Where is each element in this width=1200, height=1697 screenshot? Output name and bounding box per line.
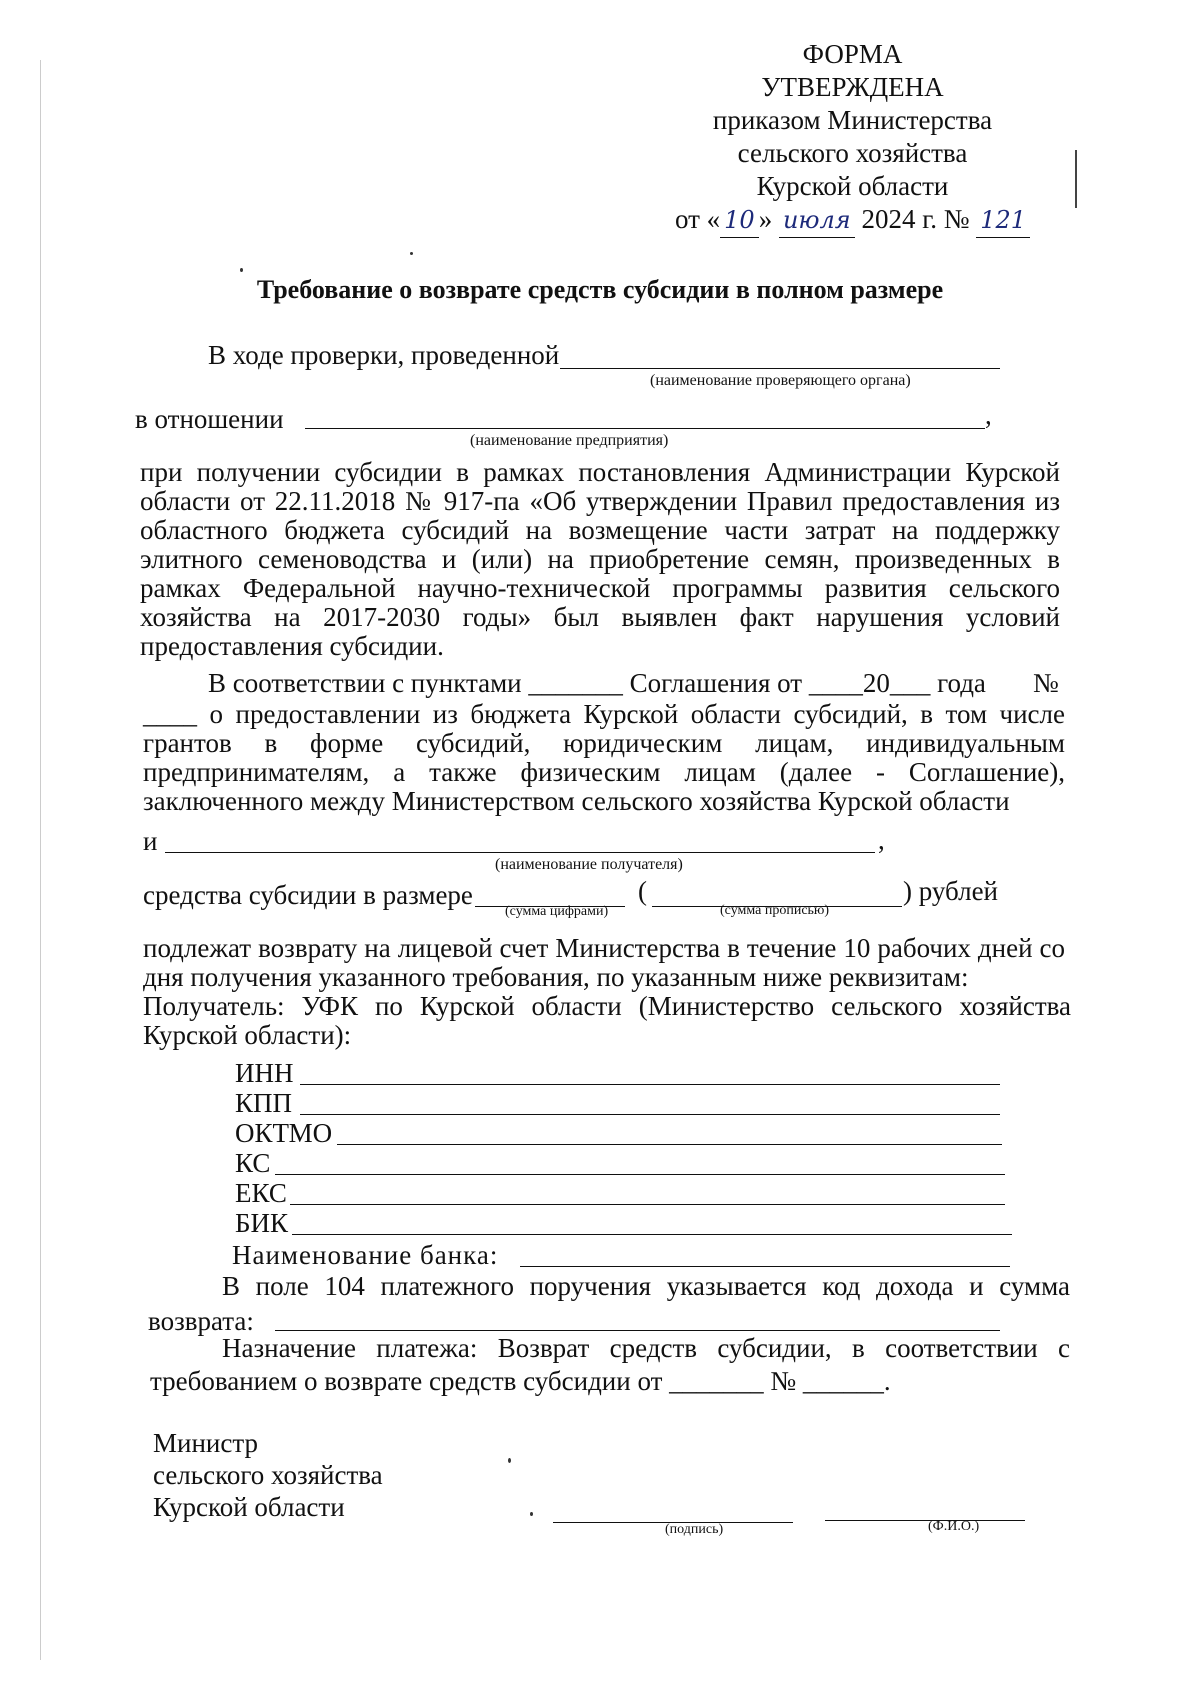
- relation-lead: в отношении: [135, 404, 284, 434]
- scan-speck: [410, 252, 413, 255]
- inspection-body-field: [560, 368, 1000, 369]
- req-ks-field: [275, 1174, 1005, 1175]
- req-kpp-label: КПП: [235, 1088, 293, 1118]
- signer-title: Министр: [153, 1428, 258, 1458]
- region-label: Курской области: [756, 171, 949, 201]
- agreement-paragraph: ____ о предоставлении из бюджета Курской области субсидий, в том числе грантов в форме субсидий, юридическим лицам, индивидуальным предпринимателям, а также физическим лицам (далее - Соглашение), заключенного между Министерством сельского хозяйства Курской области: [143, 699, 1065, 816]
- field104-field: [275, 1330, 1000, 1331]
- req-bank-field: [520, 1266, 1010, 1267]
- paragraph-violation: при получении субсидии в рамках постановления Администрации Курской области от 22.11.2018 № 917-па «Об утверждении Правил предоставления из областного бюджета субсидий на возмещение части затрат на поддержку элитного семеноводства и (или) на приобретение семян, произведенных в рамках Федеральной научно-технической программы развития сельского хозяйства на 2017-2030 годы» был выявлен факт нарушения условий предоставления субсидии.: [140, 457, 1060, 661]
- amount-digits-caption: (сумма цифрами): [505, 904, 609, 919]
- enterprise-caption: (наименование предприятия): [470, 432, 669, 449]
- req-eks-label: ЕКС: [235, 1178, 287, 1208]
- paragraph-return: подлежат возврату на лицевой счет Министерства в течение 10 рабочих дней со дня получения указанного требования, по указанным ниже реквизитам:: [143, 933, 1065, 992]
- paragraph-recipient: Получатель: УФК по Курской области (Министерство сельского хозяйства Курской области):: [143, 991, 1071, 1050]
- scan-speck: [240, 268, 243, 272]
- amount-lead: средства субсидии в размере: [143, 880, 473, 910]
- field104-line: В поле 104 платежного поручения указывается код дохода и сумма: [222, 1271, 1070, 1301]
- order-label: приказом Министерства: [712, 105, 993, 135]
- req-inn-field: [300, 1084, 1000, 1085]
- order-number: 121: [976, 203, 1030, 238]
- form-label: ФОРМА: [802, 39, 903, 69]
- inspection-caption: (наименование проверяющего органа): [650, 372, 911, 389]
- req-oktmo-label: ОКТМО: [235, 1118, 333, 1148]
- scan-speck: [508, 1458, 511, 1463]
- recipient-caption: (наименование получателя): [495, 856, 683, 873]
- req-oktmo-field: [337, 1144, 1002, 1145]
- enterprise-field: [305, 428, 985, 429]
- signer-region: Курской области: [153, 1492, 345, 1522]
- full-name-caption: (Ф.И.О.): [928, 1519, 980, 1534]
- inspection-lead: В ходе проверки, проведенной: [208, 340, 560, 370]
- signer-ministry: сельского хозяйства: [153, 1460, 383, 1490]
- page-title: Требование о возврате средств субсидии в полном размере: [256, 275, 944, 304]
- scan-speck: [530, 1512, 533, 1516]
- recipient-field: [165, 852, 875, 853]
- req-bik-field: [292, 1234, 1012, 1235]
- req-bik-label: БИК: [235, 1208, 289, 1238]
- amount-words-caption: (сумма прописью): [720, 903, 830, 918]
- req-ks-label: КС: [235, 1148, 271, 1178]
- field104-lead: возврата:: [148, 1306, 254, 1336]
- req-inn-label: ИНН: [235, 1058, 294, 1088]
- ministry-label: сельского хозяйства: [737, 138, 968, 168]
- purpose-line2: требованием о возврате средств субсидии от _______ № ______.: [150, 1366, 891, 1396]
- order-month: июля: [779, 203, 855, 238]
- purpose-line: Назначение платежа: Возврат средств субсидии, в соответствии с: [222, 1333, 1070, 1363]
- order-date-line: от « 10 » июля 2024 г. № 121: [600, 203, 1105, 238]
- approved-label: УТВЕРЖДЕНА: [761, 72, 944, 102]
- form-approval-block: [600, 38, 1105, 238]
- req-bank-label: Наименование банка:: [232, 1240, 499, 1270]
- full-name-field: [825, 1520, 1025, 1521]
- document-page: ФОРМА УТВЕРЖДЕНА приказом Министерства сельского хозяйства Курской области от « 10 » июля 2024 г. № 121 Требование о возврате средств субсидии в полном размере В ходе проверки, проведенной (наименование проверяющего органа) в отношении , (наименование предприятия) при получении субсидии в рамках постановления Администрации Курской области от 22.11.2018 № 917-па «Об утверждении Правил предоставления из областного бюджета субсидий на возмещение части затрат на поддержку элитного семеноводства и (или) на приобретение семян, произведенных в рамках Федеральной научно-технической программы развития сельского хозяйства на 2017-2030 годы» был выявлен факт нарушения условий предоставления субсидии. В соответствии с пунктами _______ Соглашения от ____20___ года № ____ о предоставлении из бюджета Курской области субсидий, в том числе грантов в форме субсидий, юридическим лицам, индивидуальным предпринимателям, а также физическим лицам (далее - Соглашение), заключенного между Министерством сельского хозяйства Курской области и , (наименование получателя) средства субсидии в размере ( ) рублей (сумма цифрами) (сумма прописью) подлежат возврату на лицевой счет Министерства в течение 10 рабочих дней со дня получения указанного требования, по указанным ниже реквизитам: Получатель: УФК по Курской области (Министерство сельского хозяйства Курской области): ИНН КПП ОКТМО КС ЕКС БИК Наименование банка: В поле 104 платежного поручения указывается код дохода и сумма возврата: Назначение платежа: Возврат средств субсидии, в соответствии с требованием о возврате средств субсидии от _______ № ______. Министр сельского хозяйства Курской области (подпись) (Ф.И.О.): [0, 0, 1200, 1697]
- signature-caption: (подпись): [665, 1522, 724, 1537]
- req-kpp-field: [300, 1114, 1000, 1115]
- order-day: 10: [720, 203, 759, 238]
- req-eks-field: [290, 1204, 1005, 1205]
- agreement-line1: В соответствии с пунктами _______ Соглашения от ____20___ года: [208, 668, 986, 698]
